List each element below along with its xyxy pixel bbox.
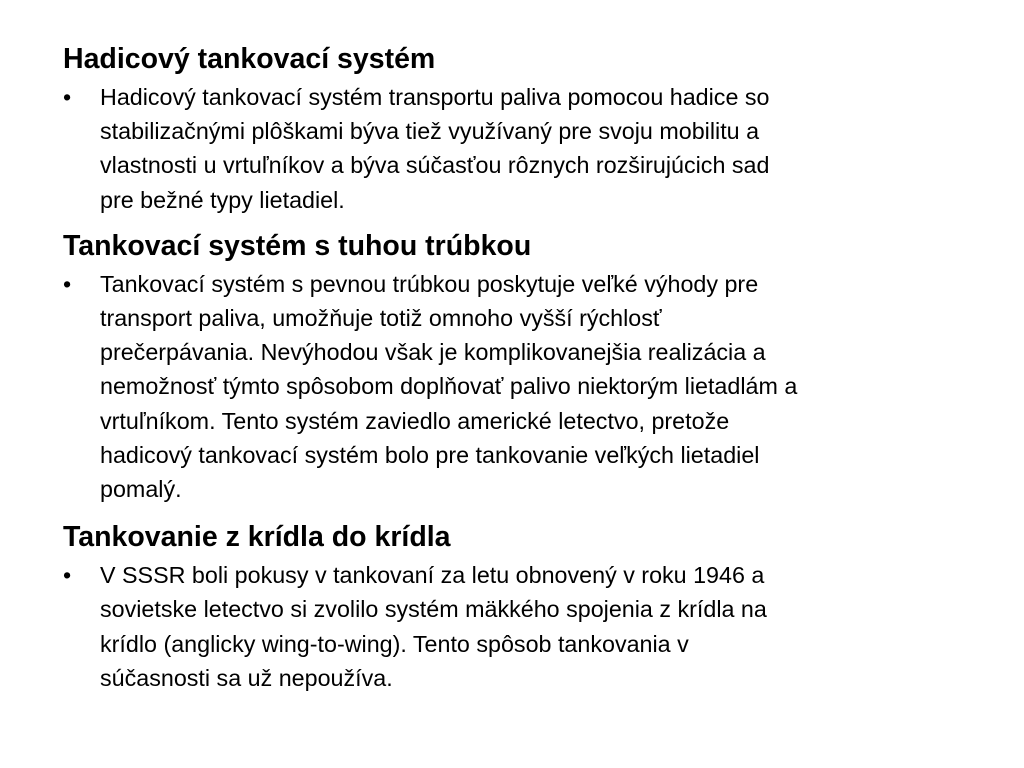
slide-content [63, 42, 963, 695]
section-title: Hadicový tankovací systém [63, 43, 436, 75]
bullet-icon: • [63, 84, 72, 110]
bullet-icon: • [63, 270, 72, 297]
bullet-item [63, 267, 963, 506]
bullet-text-line: Tankovací systém s pevnou trúbkou poskytuje veľké výhody pre [100, 270, 759, 297]
bullet-text-line: nemožnosť týmto spôsobom doplňovať palivo niektorým lietadlám a [100, 373, 798, 400]
bullet-item [63, 558, 963, 695]
bullet-text-line: sovietske letectvo si zvolilo systém mäkkého spojenia z krídla na [100, 596, 767, 623]
bullet-text-line: transport paliva, umožňuje totiž omnoho vyšší rýchlosť [100, 305, 662, 332]
section-tuha-trubka [63, 229, 963, 506]
bullet-text-line: súčasnosti sa už nepoužíva. [100, 664, 393, 691]
section-hadicovy [63, 42, 963, 217]
bullet-text-line: V SSSR boli pokusy v tankovaní za letu obnovený v roku 1946 a [100, 562, 765, 589]
bullet-text-line: vlastnosti u vrtuľníkov a býva súčasťou rôznych rozširujúcich sad [100, 152, 770, 179]
section-title: Tankovanie z krídla do krídla [63, 521, 451, 554]
bullet-item [63, 80, 963, 217]
bullet-text-line: pomalý. [100, 476, 182, 503]
bullet-icon: • [63, 562, 72, 589]
bullet-text-line: hadicový tankovací systém bolo pre tankovanie veľkých lietadiel [100, 441, 760, 468]
section-kridlo-kridlo [63, 520, 963, 695]
bullet-text-line: stabilizačnými plôškami býva tiež využívaný pre svoju mobilitu a [100, 118, 760, 145]
bullet-text-line: Hadicový tankovací systém transportu paliva pomocou hadice so [100, 84, 770, 110]
bullet-text-line: prečerpávania. Nevýhodou však je komplikovanejšia realizácia a [100, 339, 766, 366]
section-title: Tankovací systém s tuhou trúbkou [63, 229, 532, 262]
bullet-text-line: pre bežné typy lietadiel. [100, 186, 345, 213]
bullet-text-line: krídlo (anglicky wing-to-wing). Tento spôsob tankovania v [100, 630, 689, 657]
bullet-text-line: vrtuľníkom. Tento systém zaviedlo americké letectvo, pretože [100, 407, 730, 434]
